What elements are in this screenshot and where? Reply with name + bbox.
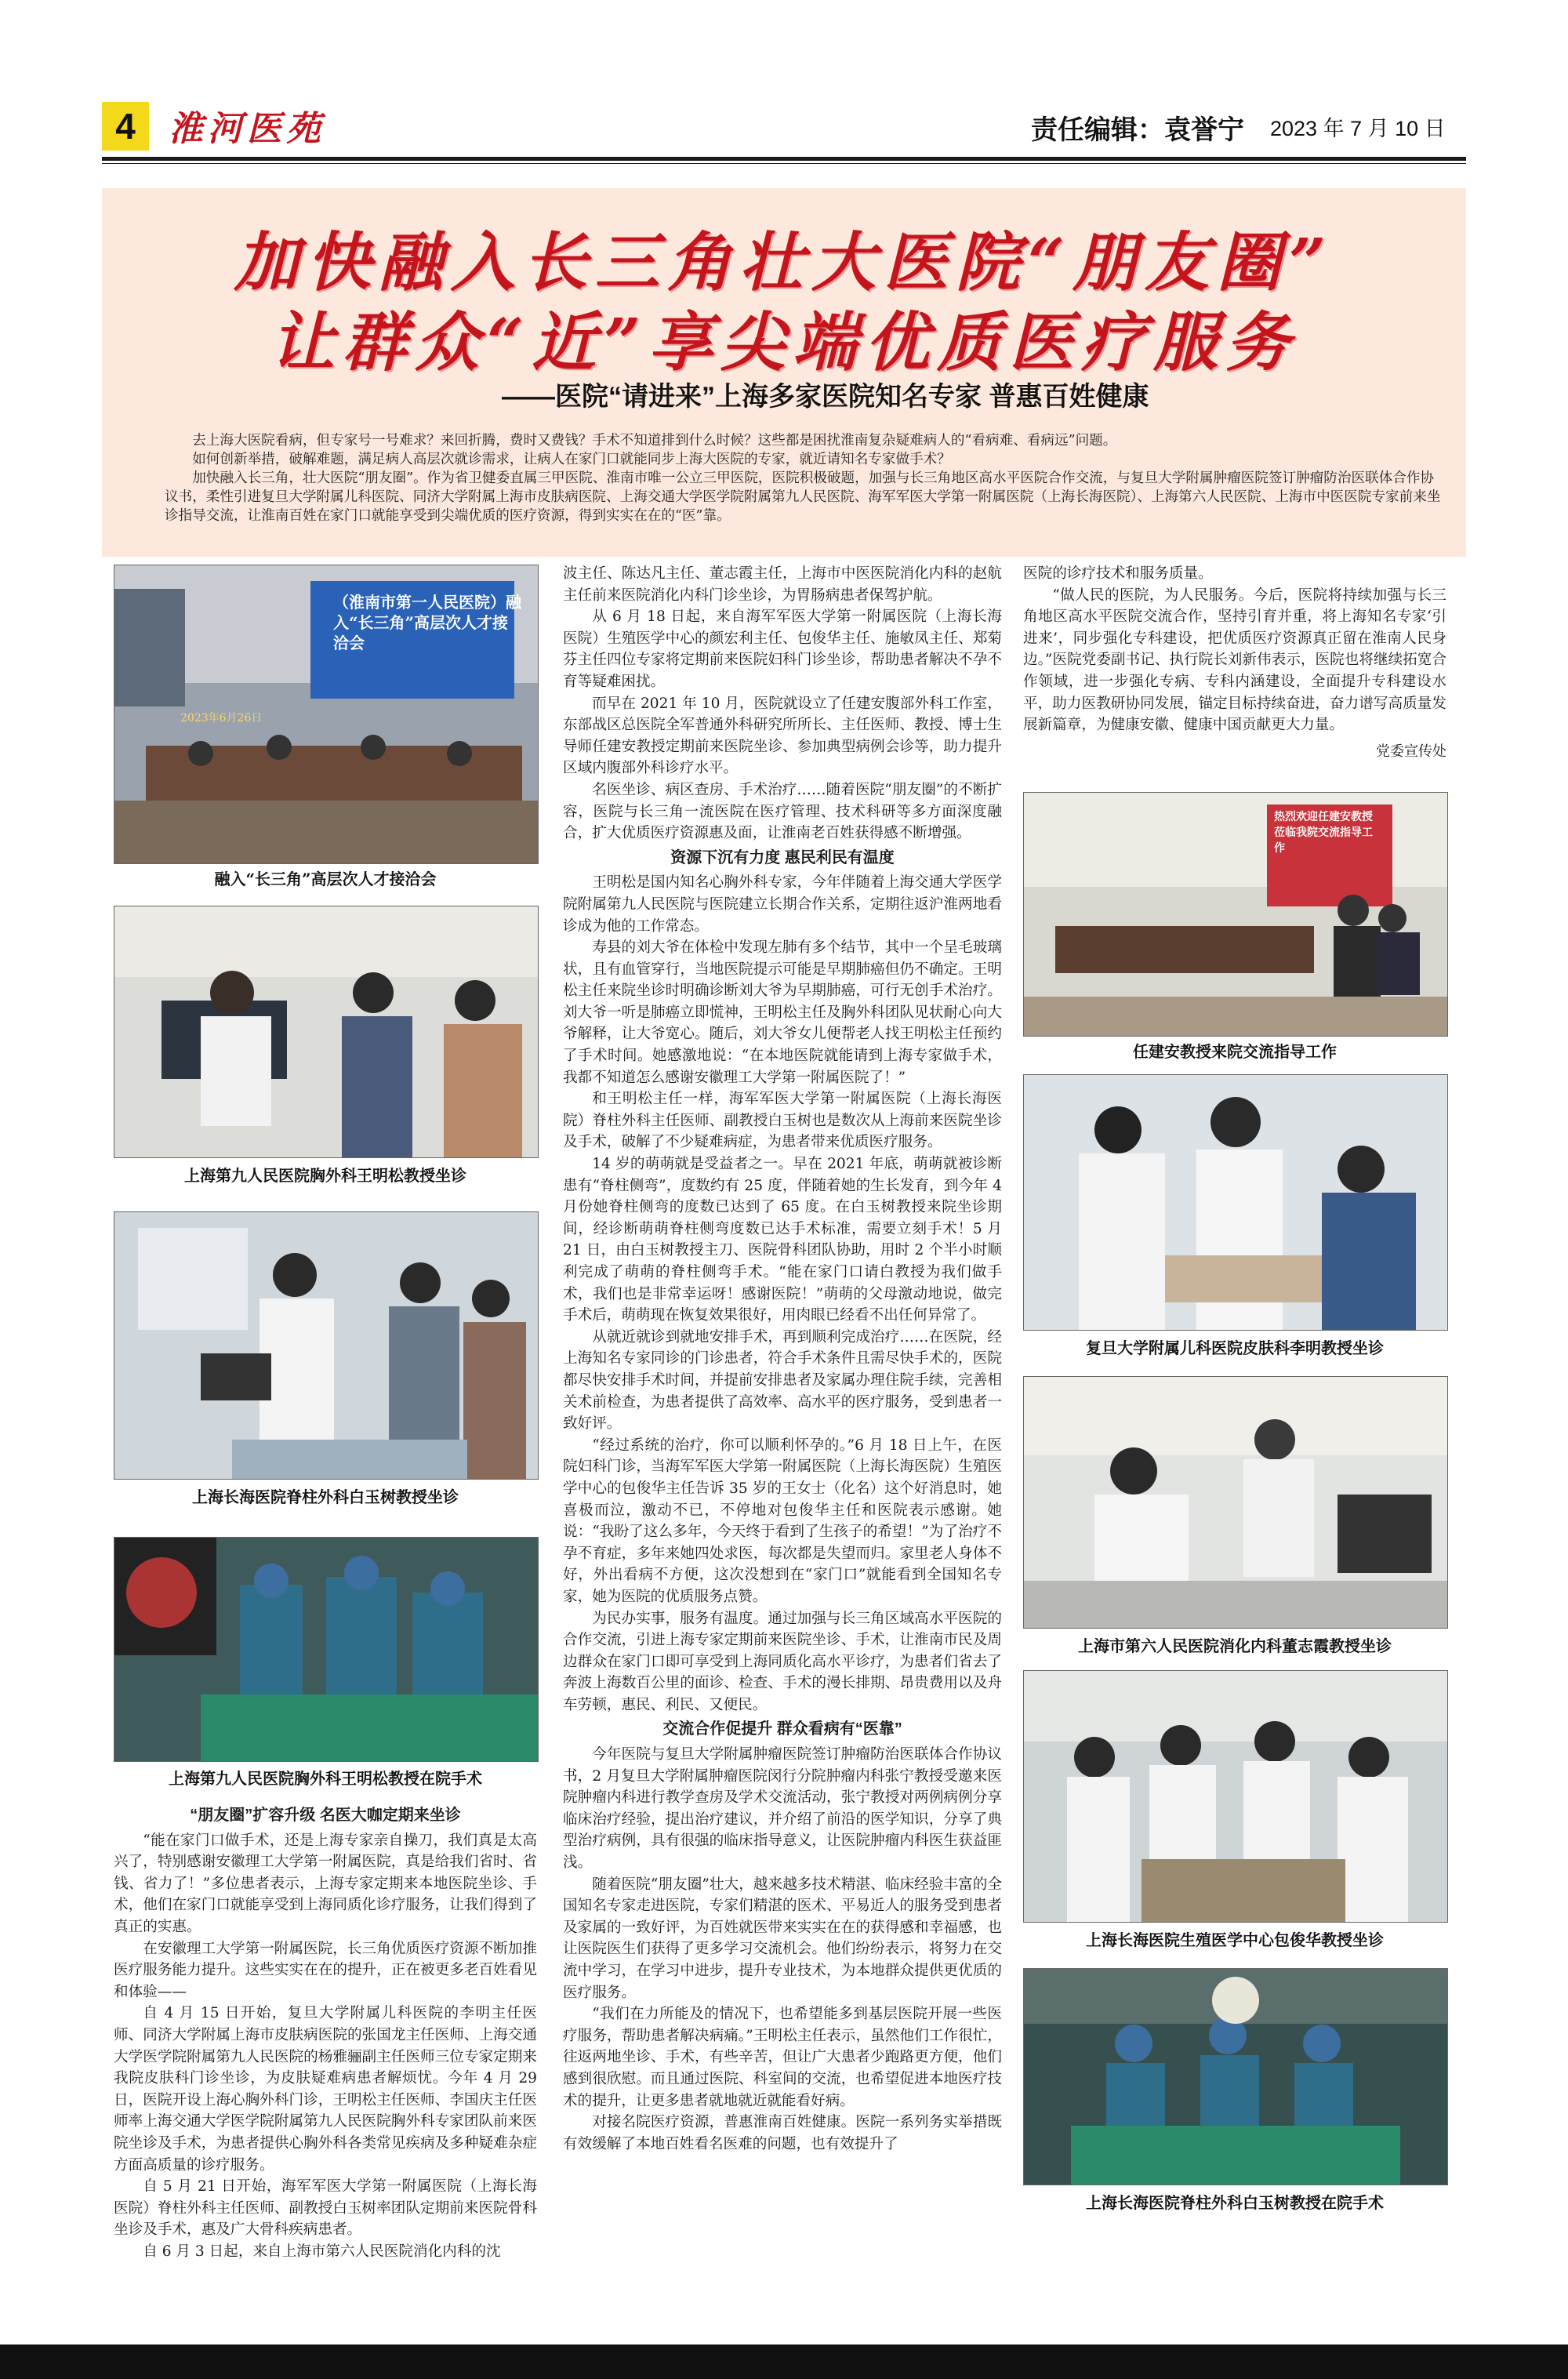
photo-banner-text: 热烈欢迎任建安教授莅临我院交流指导工作 <box>1274 811 1373 855</box>
author-credit: 党委宣传处 <box>1376 743 1446 760</box>
body-paragraph: 今年医院与复旦大学附属肿瘤医院签订肿瘤防治医联体合作协议书，2 月复旦大学附属肿瘤医院闵行分院肿瘤内科张宁教授受邀来医院肿瘤内科进行教学查房及学术交流活动，张宁教授对两例病例分享临床治疗经验，提出治疗建议，并介绍了前沿的医学知识，分享了典型治疗病例，具有很强的临床指导意义，让医院肿瘤内科医生获益匪浅。 <box>563 1746 1002 1872</box>
photo-bai-consult <box>114 1211 539 1480</box>
photo-wang-consult <box>114 906 539 1158</box>
masthead-rule <box>102 157 1466 161</box>
photo-caption: 融入“长三角”高层次人才接洽会 <box>214 870 437 888</box>
body-paragraph: 波主任、陈达凡主任、董志霞主任，上海市中医医院消化内科的赵航主任前来医院消化内科门诊坐诊，为胃肠病患者保驾护航。 <box>563 565 1002 604</box>
intro-paragraph: 去上海大医院看病，但专家号一号难求？来回折腾，费时又费钱？手术不知道排到什么时候？这些都是困扰淮南复杂疑难病人的“看病难、看病远”问题。 <box>192 433 1117 449</box>
body-paragraph: “我们在力所能及的情况下，也希望能多到基层医院开展一些医疗服务，帮助患者解决病痛。”王明松主任表示，虽然他们工作很忙，往返两地坐诊、手术，有些辛苦，但让广大患者少跑路更方便，他们感到很欣慰。而且通过医院、科室间的交流，也希望促进本地医疗技术的提升，让更多患者就地就近就能看好病。 <box>563 2006 1002 2109</box>
photo-date-text: 2023年6月26日 <box>180 712 263 725</box>
body-paragraph: 自 6 月 3 日起，来自上海市第六人民医院消化内科的沈 <box>143 2243 501 2260</box>
body-paragraph: 从 6 月 18 日起，来自海军军医大学第一附属医院（上海长海医院）生殖医学中心的颜宏利主任、包俊华主任、施敏凤主任、郑菊芬主任四位专家将定期前来医院妇科门诊坐诊，帮助患者解决不孕不育等疑难困扰。 <box>563 608 1002 690</box>
subheadline: ——医院“请进来”上海多家医院知名专家 普惠百姓健康 <box>502 382 1149 412</box>
body-paragraph: 自 5 月 21 日开始，海军军医大学第一附属医院（上海长海医院）脊柱外科主任医师、副教授白玉树率团队定期前来医院骨科坐诊及手术，惠及广大骨科疾病患者。 <box>114 2178 537 2239</box>
body-paragraph: 随着医院“朋友圈”壮大，越来越多技术精湛、临床经验丰富的全国知名专家走进医院，专家们精湛的医术、平易近人的服务受到患者及家属的一致好评，为百姓就医带来实实在在的获得感和幸福感，也让医院医生们获得了更多学习交流机会。他们纷纷表示，将努力在交流中学习，在学习中进步，提升专业技术，为本地群众提供更优质的医疗服务。 <box>563 1876 1002 2001</box>
photo-caption: 上海第九人民医院胸外科王明松教授坐诊 <box>184 1166 466 1185</box>
photo-caption: 上海第九人民医院胸外科王明松教授在院手术 <box>169 1769 482 1788</box>
photo-bai-surgery <box>1023 1968 1448 2185</box>
body-paragraph: 王明松是国内知名心胸外科专家，今年伴随着上海交通大学医学院附属第九人民医院与医院建立长期合作关系，定期往返沪淮两地看诊成为他的工作常态。 <box>563 874 1002 935</box>
section-heading: 交流合作促提升 群众看病有“医靠” <box>662 1720 902 1738</box>
body-paragraph: “经过系统的治疗，你可以顺利怀孕的。”6 月 18 日上午，在医院妇科门诊，当海军军医大学第一附属医院（上海长海医院）生殖医学中心的包俊华主任告诉 35 岁的王女士（化名）这个好消息时，她喜极而泣，激动不已，不停地对包俊华主任和医院表示感谢。她说：“我盼了这么多年，今天终于看到了生孩子的希望！”为了治疗不孕不育症，多年来她四处求医，每次都是失望而归。家里老人身体不好，外出看病不方便，这次没想到在“家门口”就能看到全国知名专家，她为医院的优质服务点赞。 <box>563 1436 1002 1605</box>
photo-caption: 上海长海医院脊柱外科白玉树教授坐诊 <box>192 1487 459 1506</box>
masthead-rule-thin <box>102 163 1466 164</box>
photo-caption: 上海长海医院脊柱外科白玉树教授在院手术 <box>1086 2193 1384 2212</box>
column-2-text <box>563 563 1002 2155</box>
headline-line-1: 加快融入长三角壮大医院“朋友圈” <box>234 225 1334 300</box>
page-bottom-bar <box>0 2344 1568 2379</box>
intro-block <box>165 431 1443 525</box>
body-paragraph: 名医坐诊、病区查房、手术治疗……随着医院“朋友圈”的不断扩容，医院与长三角一流医院在医疗管理、技术科研等多方面深度融合，扩大优质医疗资源惠及面，让淮南老百姓获得感不断增强。 <box>563 781 1002 842</box>
body-paragraph: 对接名院医疗资源，普惠淮南百姓健康。医院一系列务实举措既有效缓解了本地百姓看名医难的问题，也有效提升了 <box>563 2114 1002 2152</box>
intro-paragraph: 如何创新举措，破解难题，满足病人高层次就诊需求，让病人在家门口就能同步上海大医院的专家，就近请知名专家做手术？ <box>192 452 951 467</box>
page-number: 4 <box>102 102 149 151</box>
editor-credit: 责任编辑：袁誉宁 <box>1031 115 1244 145</box>
section-title: 淮河医苑 <box>169 109 325 149</box>
body-paragraph: 和王明松主任一样，海军军医大学第一附属医院（上海长海医院）脊柱外科主任医师、副教授白玉树也是数次从上海前来医院坐诊及手术，破解了不少疑难病症，为患者带来优质医疗服务。 <box>563 1091 1002 1151</box>
photo-caption: 上海市第六人民医院消化内科董志霞教授坐诊 <box>1078 1636 1392 1655</box>
body-paragraph: 自 4 月 15 日开始，复旦大学附属儿科医院的李明主任医师、同济大学附属上海市皮肤病医院的张国龙主任医师、上海交通大学医学院附属第九人民医院的杨雅骊副主任医师三位专家定期来我院皮肤科门诊坐诊，为皮肤疑难病患者解烦忧。今年 4 月 29 日，医院开设上海心胸外科门诊，王明松主任医师、李国庆主任医师率上海交通大学医学院附属第九人民医院胸外科专家团队前来医院坐诊及手术，为患者提供心胸外科各类常见疾病及多种疑难杂症方面高质量的诊疗服务。 <box>114 2005 537 2174</box>
body-paragraph: 从就近就诊到就地安排手术，再到顺利完成治疗……在医院，经上海知名专家同诊的门诊患者，符合手术条件且需尽快手术的，医院都尽快安排手术时间，并提前安排患者及家属办理住院手续，完善相关术前检查，为患者提供了高效率、高水平的医疗服务，受到患者一致好评。 <box>563 1328 1002 1433</box>
body-paragraph: “做人民的医院，为人民服务。今后，医院将持续加强与长三角地区高水平医院交流合作，坚持引育并重，将上海知名专家‘引进来’，同步强化专科建设，把优质医疗资源真正留在淮南人民身边。”医院党委副书记、执行院长刘新伟表示，医院也将继续拓宽合作领域，进一步强化专病、专科内涵建设，全面提升专科建设水平，助力医教研协同发展，锚定目标持续奋进，奋力谱写高质量发展新篇章，为健康安徽、健康中国贡献更大力量。 <box>1023 587 1446 734</box>
column-1-text <box>114 1802 537 2262</box>
headline-line-2: 让群众“近”享尖端优质医疗服务 <box>270 305 1298 380</box>
photo-dong-consult <box>1023 1376 1448 1629</box>
section-heading: 资源下沉有力度 惠民利民有温度 <box>670 848 895 866</box>
body-paragraph: 医院的诊疗技术和服务质量。 <box>1023 565 1213 582</box>
body-paragraph: 寿县的刘大爷在体检中发现左肺有多个结节，其中一个呈毛玻璃状，且有血管穿行，当地医院提示可能是早期肺癌但仍不确定。王明松主任来院坐诊时明确诊断刘大爷为早期肺癌，可行无创手术治疗。刘大爷一听是肺癌立即慌神，王明松主任及胸外科团队见状耐心向大爷解释，让大爷宽心。随后，刘大爷女儿便帮老人找王明松主任预约了手术时间。她感激地说：“在本地医院就能请到上海专家做手术，我都不知道怎么感谢安徽理工大学第一附属医院了！” <box>563 939 1002 1086</box>
photo-ren-visit <box>1023 792 1448 1037</box>
body-paragraph: “能在家门口做手术，还是上海专家亲自操刀，我们真是太高兴了，特别感谢安徽理工大学第一附属医院，真是给我们省时、省钱、省力了！”多位患者表示，上海专家定期来本地医院坐诊、手术，他们在家门口就能享受到上海同质化诊疗服务，让我们得到了真正的实惠。 <box>114 1832 537 1935</box>
photo-li-consult <box>1023 1074 1448 1331</box>
body-paragraph: 而早在 2021 年 10 月，医院就设立了任建安腹部外科工作室，东部战区总医院全军普通外科研究所所长、主任医师、教授、博士生导师任建安教授定期前来医院坐诊、参加典型病例会诊等，助力提升区域内腹部外科诊疗水平。 <box>563 695 1002 777</box>
intro-paragraph: 加快融入长三角，壮大医院“朋友圈”。作为省卫健委直属三甲医院、淮南市唯一公立三甲医院，医院积极破题，加强与长三角地区高水平医院合作交流，与复旦大学附属肿瘤医院签订肿瘤防治医联体合作协议书，柔性引进复旦大学附属儿科医院、同济大学附属上海市皮肤病医院、上海交通大学医学院附属第九人民医院、海军军医大学第一附属医院（上海长海医院）、上海第六人民医院、上海市中医医院专家前来坐诊指导交流，让淮南百姓在家门口就能享受到尖端优质的医疗资源，得到实实在在的“医”靠。 <box>165 470 1441 524</box>
issue-date: 2023 年 7 月 10 日 <box>1270 117 1446 140</box>
body-paragraph: 14 岁的萌萌就是受益者之一。早在 2021 年底，萌萌就被诊断患有“脊柱侧弯”，度数约有 25 度，伴随着她的生长发育，到今年 4 月份她脊柱侧弯的度数已达到了 65 度。在白玉树教授来院坐诊期间，经诊断萌萌脊柱侧弯度数已达手术标准，需要立刻手术！5 月 21 日，由白玉树教授主刀、医院骨科团队协助，用时 2 个半小时顺利完成了萌萌的脊柱侧弯手术。“能在家门口请白教授为我们做手术，我们也是非常幸运呀！感谢医院！”萌萌的父母激动地说，做完手术后，萌萌现在恢复效果很好，用肉眼已经看不出任何异常了。 <box>563 1156 1002 1324</box>
photo-caption: 任建安教授来院交流指导工作 <box>1133 1042 1337 1061</box>
photo-banner-text: （淮南市第一人民医院）融入“长三角”高层次人才接洽会 <box>333 593 521 652</box>
body-paragraph: 在安徽理工大学第一附属医院，长三角优质医疗资源不断加推医疗服务能力提升。这些实实在在的提升，正在被更多老百姓看见和体验—— <box>114 1940 537 2000</box>
photo-caption: 上海长海医院生殖医学中心包俊华教授坐诊 <box>1086 1930 1384 1949</box>
column-3-text <box>1023 563 1446 762</box>
photo-caption: 复旦大学附属儿科医院皮肤科李明教授坐诊 <box>1086 1338 1384 1357</box>
photo-wang-surgery <box>114 1537 539 1762</box>
section-heading: “朋友圈”扩容升级 名医大咖定期来坐诊 <box>190 1807 461 1824</box>
body-paragraph: 为民办实事，服务有温度。通过加强与长三角区域高水平医院的合作交流，引进上海专家定期前来医院坐诊、手术，让淮南市民及周边群众在家门口即可享受到上海同质化高水平诊疗，为患者们省去了奔波上海数百公里的面诊、检查、手术的漫长排期、昂贵费用以及舟车劳顿，惠民、利民、又便民。 <box>563 1610 1002 1713</box>
photo-bao-consult <box>1023 1670 1448 1923</box>
